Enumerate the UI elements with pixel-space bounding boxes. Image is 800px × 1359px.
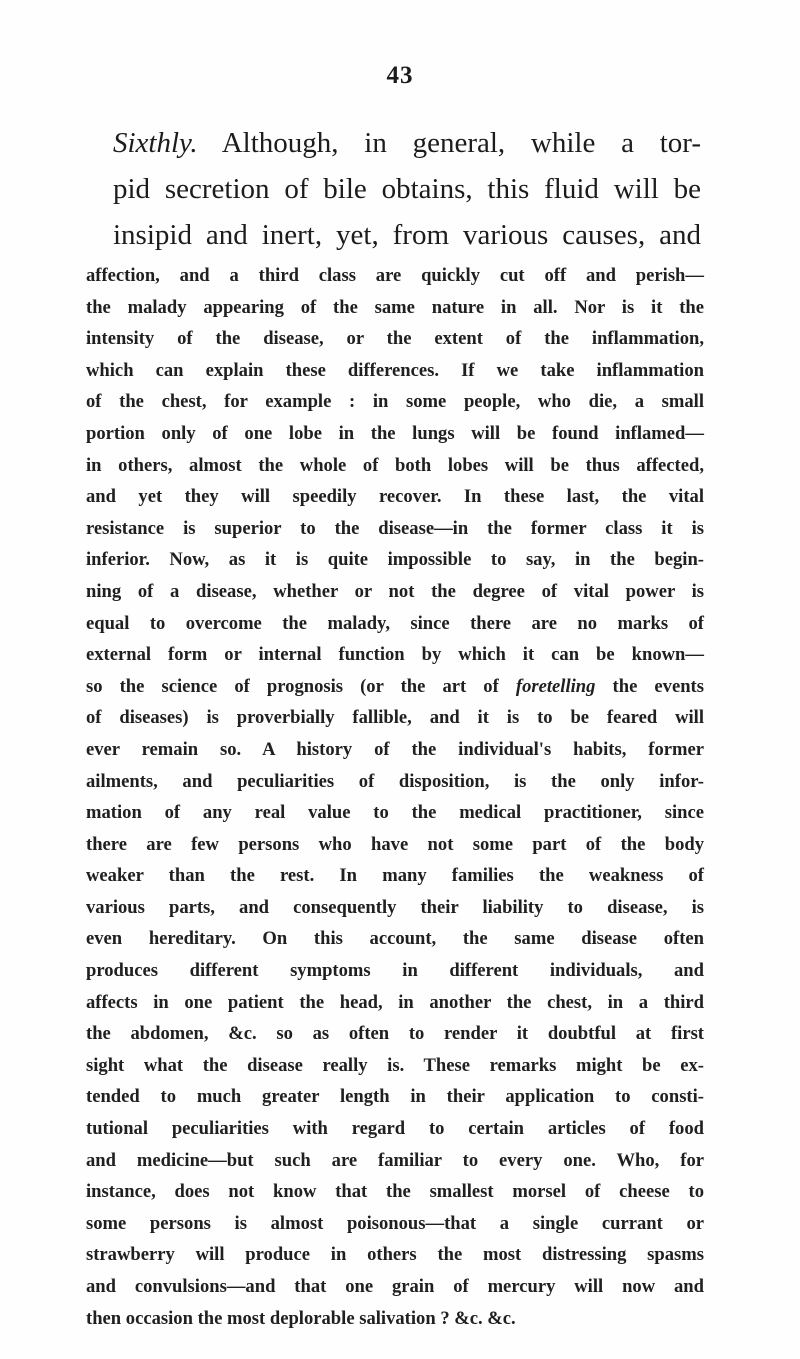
- top-paragraph: [113, 120, 701, 258]
- body-line: and medicine—but such are familiar to every one. Who, for: [86, 1149, 704, 1171]
- body-line: weaker than the rest. In many families the weakness of: [86, 865, 704, 887]
- body-line: strawberry will produce in others the most distressing spasms: [86, 1244, 704, 1266]
- body-line: affects in one patient the head, in another the chest, in a third: [86, 991, 704, 1013]
- body-line: affection, and a third class are quickly cut off and perish—: [86, 265, 704, 286]
- body-line: the abdomen, &c. so as often to render it doubtful at first: [86, 1023, 704, 1045]
- body-line: tended to much greater length in their application to consti-: [86, 1086, 704, 1108]
- body-line: some persons is almost poisonous—that a single currant or: [86, 1212, 704, 1234]
- body-line: inferior. Now, as it is quite impossible to say, in the begin-: [86, 549, 704, 571]
- body-line-with-italic: so the science of prognosis (or the art of foretelling the events: [86, 675, 704, 697]
- body-line: resistance is superior to the disease—in the former class it is: [86, 517, 704, 539]
- lead-word: Sixthly.: [113, 127, 198, 159]
- body-line: tutional peculiarities with regard to certain articles of food: [86, 1118, 704, 1140]
- body-line: produces different symptoms in different individuals, and: [86, 960, 704, 982]
- body-line: of diseases) is proverbially fallible, and it is to be feared will: [86, 707, 704, 729]
- body-line: sight what the disease really is. These remarks might be ex-: [86, 1054, 704, 1076]
- top-paragraph-line: pid secretion of bile obtains, this fluid will be: [113, 173, 701, 205]
- page-number: 43: [386, 62, 414, 89]
- body-line: mation of any real value to the medical practitioner, since: [86, 802, 704, 824]
- top-paragraph-line: insipid and inert, yet, from various causes, and: [113, 219, 701, 251]
- body-line: ning of a disease, whether or not the degree of vital power is: [86, 580, 704, 602]
- body-line: portion only of one lobe in the lungs will be found inflamed—: [86, 422, 704, 444]
- body-line: which can explain these differences. If we take inflammation: [86, 359, 704, 381]
- body-line: equal to overcome the malady, since there are no marks of: [86, 612, 704, 634]
- top-paragraph-line: Sixthly. Although, in general, while a tor-: [113, 127, 701, 159]
- body-line: and yet they will speedily recover. In these last, the vital: [86, 486, 704, 508]
- body-line: intensity of the disease, or the extent of the inflammation,: [86, 328, 704, 350]
- body-line: various parts, and consequently their liability to disease, is: [86, 896, 704, 918]
- body-line: instance, does not know that the smallest morsel of cheese to: [86, 1181, 704, 1203]
- body-line: ever remain so. A history of the individual's habits, former: [86, 738, 704, 760]
- body-line: in others, almost the whole of both lobes will be thus affected,: [86, 454, 704, 476]
- body-line: external form or internal function by which it can be known—: [86, 644, 704, 666]
- body-line: even hereditary. On this account, the same disease often: [86, 928, 704, 950]
- body-line: of the chest, for example : in some people, who die, a small: [86, 391, 704, 413]
- italic-phrase: foretelling: [515, 675, 596, 697]
- body-line: then occasion the most deplorable salivation ? &c. &c.: [86, 1307, 516, 1329]
- body-line: there are few persons who have not some part of the body: [86, 833, 704, 855]
- body-line: ailments, and peculiarities of disposition, is the only infor-: [86, 770, 704, 792]
- body-paragraph: [86, 260, 704, 1334]
- body-line: the malady appearing of the same nature in all. Nor is it the: [86, 296, 704, 318]
- body-line: and convulsions—and that one grain of mercury will now and: [86, 1276, 704, 1297]
